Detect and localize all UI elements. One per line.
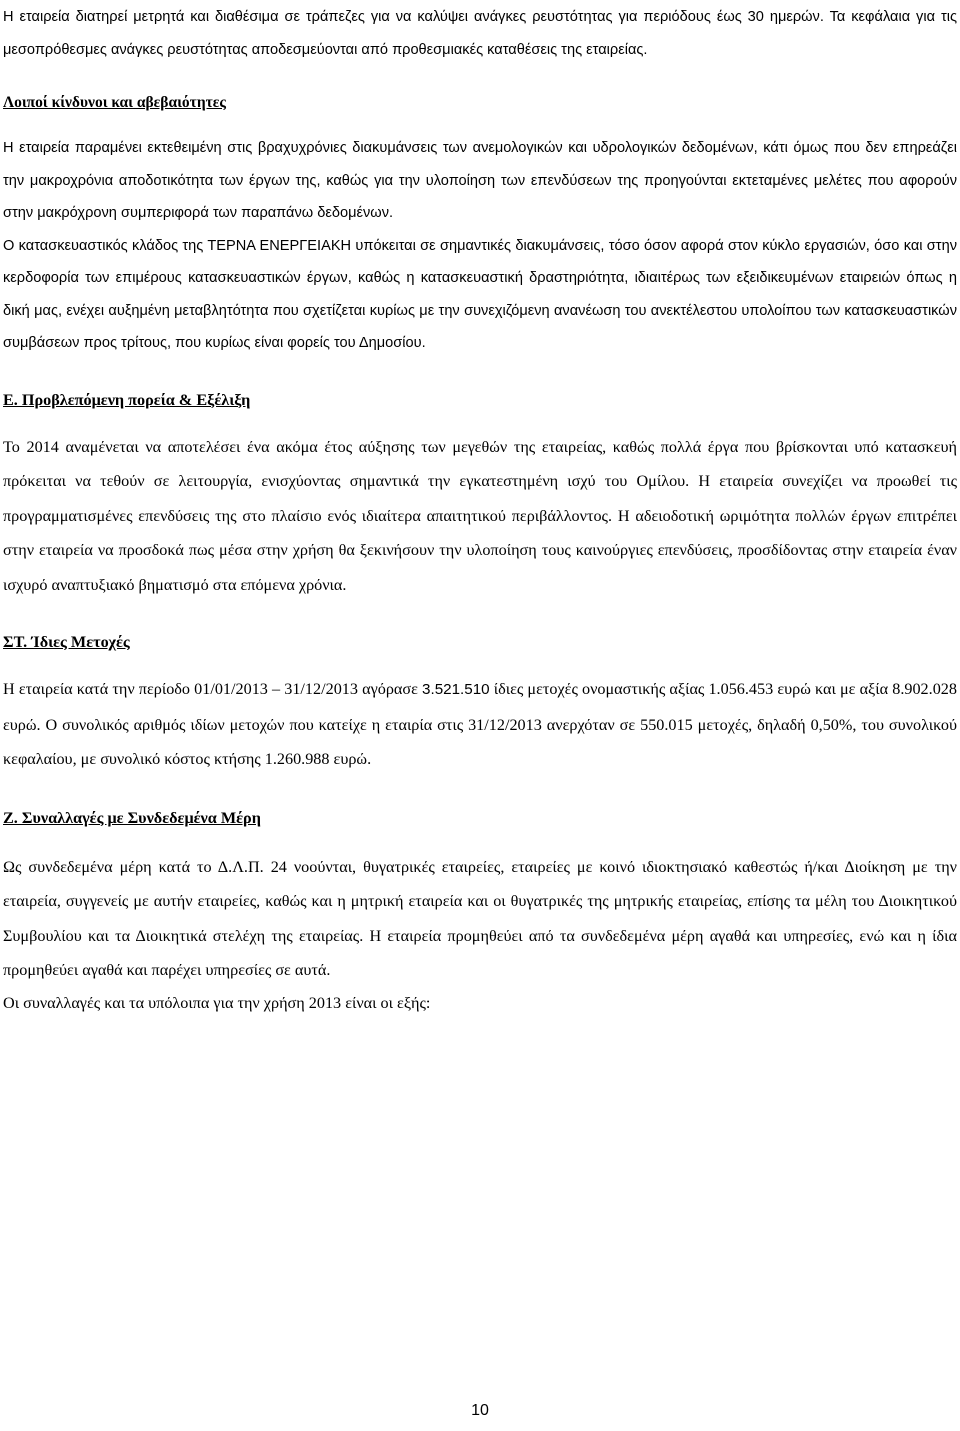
heading-outlook: Ε. Προβλεπόμενη πορεία & Εξέλιξη [3, 390, 251, 409]
treasury-shares-count: 3.521.510 [422, 681, 490, 698]
paragraph-related-parties: Ως συνδεδεμένα μέρη κατά το Δ.Λ.Π. 24 νοούνται, θυγατρικές εταιρείες, εταιρείες με κοινό ιδιοκτησιακό καθεστώς ή/και Διοίκηση με την εταιρεία, συγγενείς με αυτήν εταιρείες, καθώς και η μητρική εταιρεία και οι θυγατρικές της μητρικής εταιρείας, επίσης τα μέλη του Διοικητικού Συμβουλίου και τα Διοικητικά στελέχη της εταιρείας. Η εταιρεία προμηθεύει από τα συνδεδεμένα μέρη αγαθά και υπηρεσίες, ενώ και η ίδια προμηθεύει αγαθά και παρέχει υπηρεσίες σε αυτά. [3, 857, 957, 979]
paragraph-outlook: Το 2014 αναμένεται να αποτελέσει ένα ακόμα έτος αύξησης των μεγεθών της εταιρείας, καθώς πολλά έργα που βρίσκονται υπό κατασκευή πρόκειται να τεθούν σε λειτουργία, ενισχύοντας σημαντικά την εγκατεστημένη ισχύ του Ομίλου. Η εταιρεία συνεχίζει να προωθεί τις προγραμματισμένες επενδύσεις της στο πλαίσιο ενός ιδιαίτερα απαιτητικού περιβάλλοντος. Η αδειοδοτική ωριμότητα πολλών έργων επιτρέπει στην εταιρεία να προσδοκά πως μέσα στην χρήση θα ξεκινήσουν την υλοποίηση τους καινούργιες επενδύσεις, προσδίδοντας στην εταιρεία έναν ισχυρό αναπτυξιακό βηματισμό στα επόμενα χρόνια. [3, 437, 957, 594]
heading-related-parties: Ζ. Συναλλαγές με Συνδεδεμένα Μέρη [3, 808, 261, 827]
treasury-text-after: ίδιες μετοχές ονομαστικής αξίας 1.056.453 ευρώ και με αξία 8.902.028 ευρώ. Ο συνολικός αριθμός ιδίων μετοχών που κατείχε η εταιρία στις 31/12/2013 ανερχόταν σε 550.015 μετοχές, δηλαδή 0,50%, του συνολικού κεφαλαίου, με συνολικό κόστος κτήσης 1.260.988 ευρώ. [3, 680, 957, 768]
heading-other-risks: Λοιποί κίνδυνοι και αβεβαιότητες [3, 94, 226, 111]
treasury-text-before: Η εταιρεία κατά την περίοδο 01/01/2013 – 31/12/2013 αγόρασε [3, 680, 423, 698]
paragraph-treasury-shares [3, 672, 957, 777]
page-number: 10 [471, 1402, 489, 1419]
paragraph-construction-risk: Ο κατασκευαστικός κλάδος της ΤΕΡΝΑ ΕΝΕΡΓΕΙΑΚΗ υπόκειται σε σημαντικές διακυμάνσεις, τόσο όσον αφορά στον κύκλο εργασιών, όσο και στην κερδοφορία των επιμέρους κατασκευαστικών έργων, καθώς η κατασκευαστική δραστηριότητα, ιδιαιτέρως των εξειδικευμένων εταιρειών όπως η δική μας, ενέχει αυξημένη μεταβλητότητα που σχετίζεται κυρίως με την συνεχιζόμενη ανανέωση του ανεκτέλεστου υπολοίπου των κατασκευαστικών συμβάσεων προς τρίτους, που κυρίως είναι φορείς του Δημοσίου. [3, 237, 957, 351]
document-page [3, 0, 957, 1431]
paragraph-liquidity: Η εταιρεία διατηρεί μετρητά και διαθέσιμα σε τράπεζες για να καλύψει ανάγκες ρευστότητας για περιόδους έως 30 ημερών. Τα κεφάλαια για τις μεσοπρόθεσμες ανάγκες ρευστότητας αποδεσμεύονται από προθεσμιακές καταθέσεις της εταιρείας. [3, 9, 957, 58]
paragraph-transactions-intro: Οι συναλλαγές και τα υπόλοιπα για την χρήση 2013 είναι οι εξής: [3, 993, 431, 1012]
paragraph-weather-risk: Η εταιρεία παραμένει εκτεθειμένη στις βραχυχρόνιες διακυμάνσεις των ανεμολογικών και υδρολογικών δεδομένων, κάτι όμως που δεν επηρεάζει την μακροχρόνια αποδοτικότητα των έργων της, καθώς για την υλοποίηση των επενδύσεων της προηγούνται εκτεταμένες μελέτες που αφορούν στην μακρόχρονη συμπεριφορά των παραπάνω δεδομένων. [3, 140, 957, 221]
heading-treasury-shares: ΣΤ. Ίδιες Μετοχές [3, 633, 130, 651]
